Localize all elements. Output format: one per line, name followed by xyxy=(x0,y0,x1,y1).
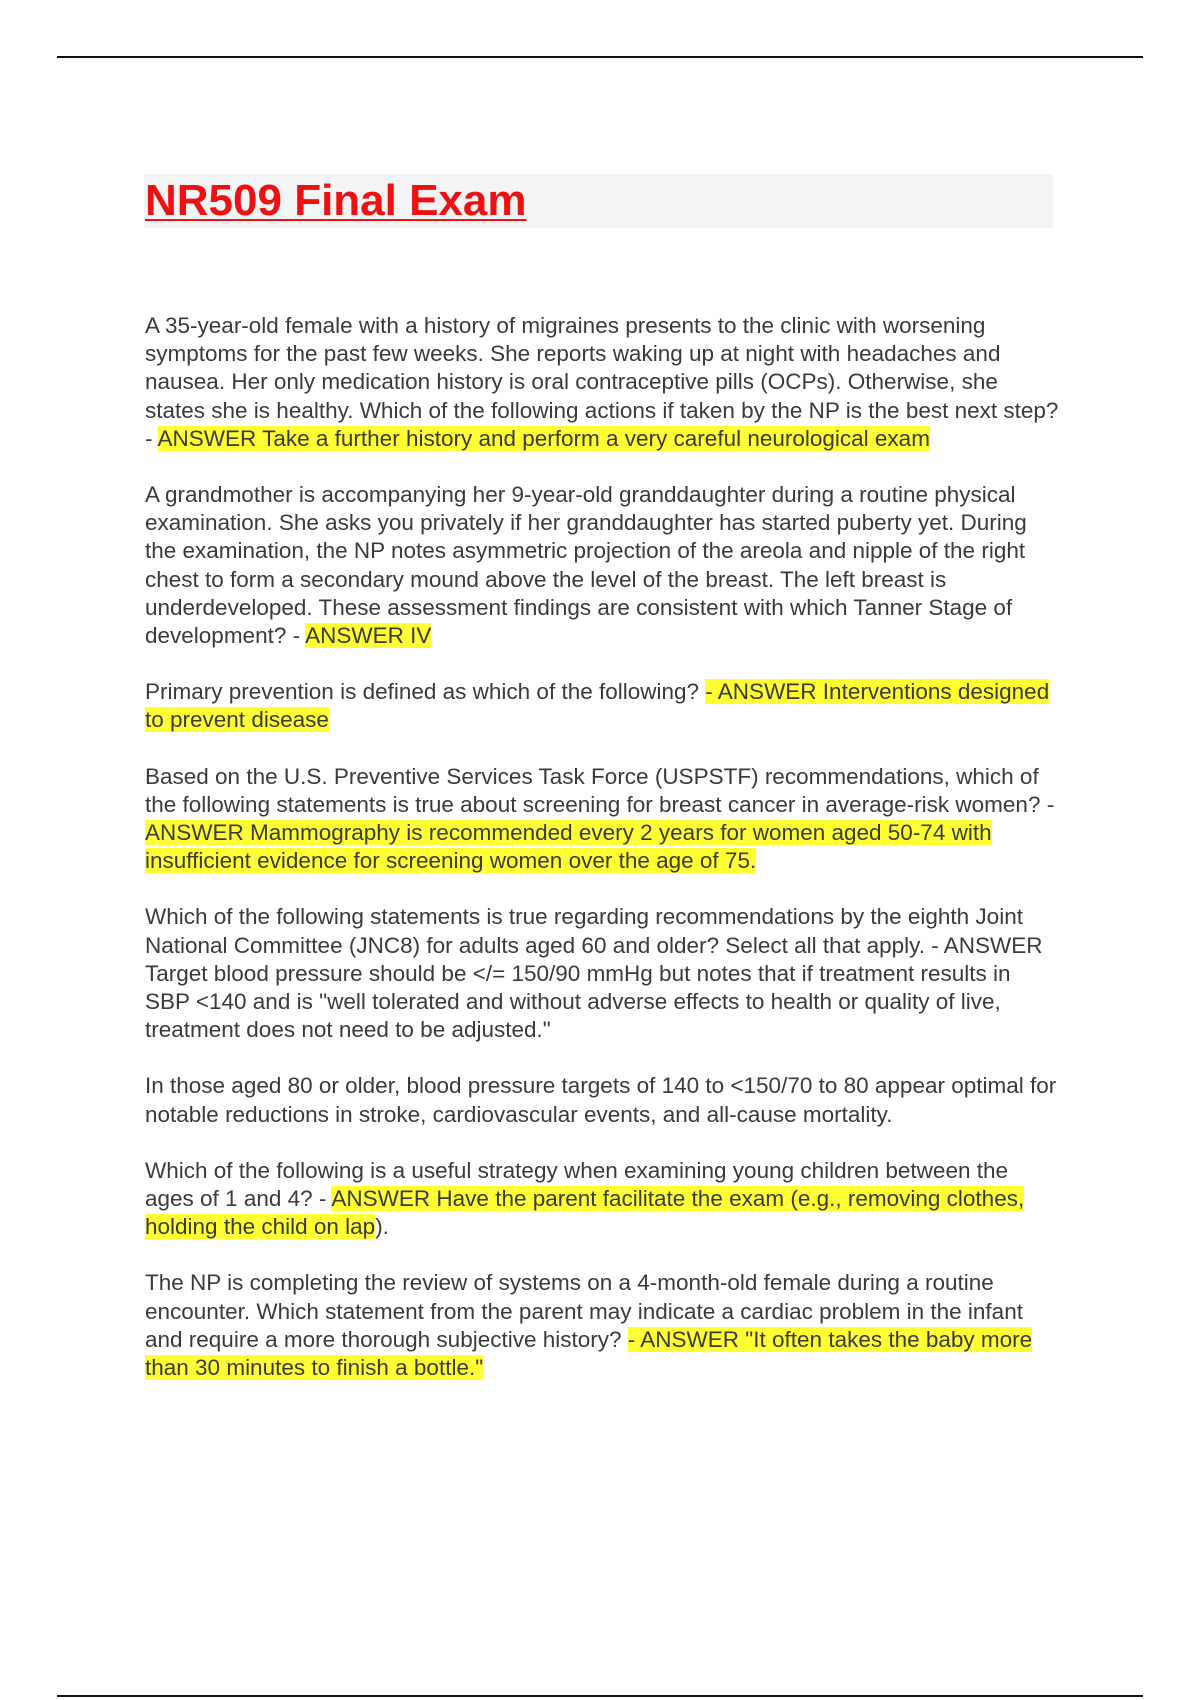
question-text: Which of the following statements is true regarding recommendations by the eighth Joint National Committee (JNC8) for adults aged 60 and older? Select all that apply. - ANSWER Target blood pressure should be </= 150/90 mmHg but notes that if treatment results in SBP <140 and is "well tolerated and without adverse effects to health or quality of live, treatment does not need to be adjusted." xyxy=(145,904,1043,1043)
question-text: In those aged 80 or older, blood pressure targets of 140 to <150/70 to 80 appear optimal for notable reductions in stroke, cardiovascular events, and all-cause mortality. xyxy=(145,1073,1057,1127)
question-text: Which of the following is a useful strategy when examining young children between the ages of 1 and 4? - xyxy=(145,1157,1008,1212)
question-text: A 35-year-old female with a history of migraines presents to the clinic with worsening symptoms for the past few weeks. She reports waking up at night with headaches and nausea. Her only medication history is oral contraceptive pills (OCPs). Otherwise, she states she is healthy. Which of the following actions if taken by the NP is the best next step? - xyxy=(145,313,1059,451)
answer-highlight: - ANSWER Interventions designed to prevent disease xyxy=(145,679,1050,733)
question-text: The NP is completing the review of systems on a 4-month-old female during a routine encounter. Which statement from the parent may indicate a cardiac problem in the infant and require a more thorough subjective history? xyxy=(145,1270,1023,1352)
qa-item-8 xyxy=(145,1269,1060,1382)
qa-item-7 xyxy=(145,1157,1060,1242)
qa-item-2 xyxy=(145,481,1060,650)
question-text: Primary prevention is defined as which of the following? xyxy=(145,679,706,705)
question-text: A grandmother is accompanying her 9-year-old granddaughter during a routine physical examination. She asks you privately if her granddaughter has started puberty yet. During the examination, the NP notes asymmetric projection of the areola and nipple of the right chest to form a secondary mound above the level of the breast. The left breast is underdeveloped. These assessment findings are consistent with which Tanner Stage of development? - xyxy=(145,482,1027,649)
qa-item-4 xyxy=(145,763,1060,876)
header-rule xyxy=(57,56,1143,58)
qa-item-1 xyxy=(145,312,1060,453)
qa-item-3 xyxy=(145,678,1060,734)
qa-item-6 xyxy=(145,1072,1060,1128)
answer-highlight: ANSWER Take a further history and perform a very careful neurological exam xyxy=(157,425,930,451)
question-text: Based on the U.S. Preventive Services Task Force (USPSTF) recommendations, which of the following statements is true about screening for breast cancer in average-risk women? - xyxy=(145,763,1055,817)
answer-tail: ). xyxy=(375,1214,389,1240)
qa-item-5 xyxy=(145,903,1060,1044)
answer-highlight: ANSWER Mammography is recommended every 2 years for women aged 50-74 with insufficient evidence for screening women over the age of 75. xyxy=(145,820,992,874)
document-body xyxy=(145,312,1060,1410)
page-title: NR509 Final Exam xyxy=(145,176,527,225)
answer-highlight: ANSWER Have the parent facilitate the exam (e.g., removing clothes, holding the child on lap xyxy=(145,1186,1025,1240)
answer-highlight: - ANSWER "It often takes the baby more than 30 minutes to finish a bottle." xyxy=(145,1326,1033,1381)
footer-rule xyxy=(57,1695,1143,1697)
answer-highlight: ANSWER IV xyxy=(305,623,432,649)
